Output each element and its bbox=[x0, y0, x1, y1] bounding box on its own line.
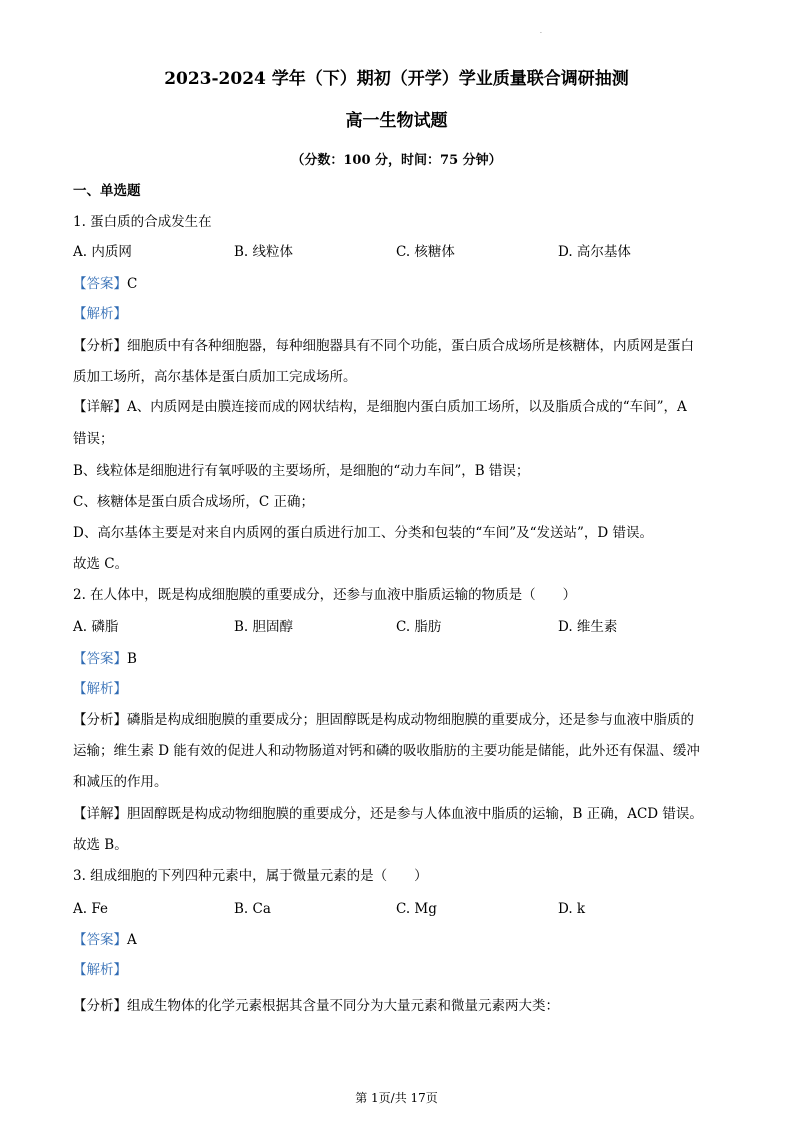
q1-fenxi-line-2: 质加工场所，高尔基体是蛋白质加工完成场所。 bbox=[73, 369, 357, 385]
q1-analysis-tag: 【解析】 bbox=[73, 306, 127, 322]
q2-fenxi-line-3: 和减压的作用。 bbox=[73, 774, 168, 790]
answer-tag: 【答案】 bbox=[73, 932, 127, 948]
exam-info: （分数：100 分，时间：75 分钟） bbox=[291, 153, 502, 168]
fenxi-tag: 【分析】 bbox=[73, 712, 127, 728]
q2-xiangjie-line-1 bbox=[73, 805, 703, 823]
q2-option-b: B. 胆固醇 bbox=[234, 619, 294, 635]
q2-option-a: A. 磷脂 bbox=[73, 619, 119, 635]
xiangjie-text: A、内质网是由膜连接而成的网状结构，是细胞内蛋白质加工场所，以及脂质合成的“车间”，A bbox=[127, 399, 687, 415]
q3-option-a: A. Fe bbox=[73, 901, 108, 917]
q2-fenxi-line-2: 运输；维生素 D 能有效的促进人和动物肠道对钙和磷的吸收脂肪的主要功能是储能，此外还有保温、缓冲 bbox=[73, 743, 700, 759]
q1-xiangjie-line-2: 错误； bbox=[73, 431, 114, 447]
q3-option-d: D. k bbox=[558, 901, 586, 917]
q1-xiangjie-line-3: B、线粒体是细胞进行有氧呼吸的主要场所，是细胞的“动力车间”，B 错误； bbox=[73, 463, 530, 479]
fenxi-text: 磷脂是构成细胞膜的重要成分；胆固醇既是构成动物细胞膜的重要成分，还是参与血液中脂质的 bbox=[127, 712, 694, 728]
q2-fenxi-line-1 bbox=[73, 711, 694, 729]
exam-subtitle: 高一生物试题 bbox=[345, 111, 448, 131]
exam-title: 2023-2024 学年（下）期初（开学）学业质量联合调研抽测 bbox=[164, 69, 629, 89]
xiangjie-tag: 【详解】 bbox=[73, 806, 127, 822]
q1-option-d: D. 高尔基体 bbox=[558, 244, 631, 260]
answer-value: A bbox=[127, 932, 137, 948]
q3-answer bbox=[73, 931, 137, 949]
q3-stem: 3. 组成细胞的下列四种元素中，属于微量元素的是（ ） bbox=[73, 868, 428, 884]
answer-value: B bbox=[127, 651, 137, 667]
fenxi-tag: 【分析】 bbox=[73, 338, 127, 354]
q3-option-c: C. Mg bbox=[396, 901, 437, 917]
q3-option-b: B. Ca bbox=[234, 901, 271, 917]
q1-option-a: A. 内质网 bbox=[73, 244, 132, 260]
q1-xiangjie-line-1 bbox=[73, 398, 687, 416]
q2-option-d: D. 维生素 bbox=[558, 619, 618, 635]
answer-tag: 【答案】 bbox=[73, 651, 127, 667]
q2-stem: 2. 在人体中，既是构成细胞膜的重要成分，还参与血液中脂质运输的物质是（ ） bbox=[73, 587, 577, 603]
corner-mark: · bbox=[540, 30, 542, 37]
q2-option-c: C. 脂肪 bbox=[396, 619, 442, 635]
q1-option-b: B. 线粒体 bbox=[234, 244, 294, 260]
xiangjie-tag: 【详解】 bbox=[73, 399, 127, 415]
fenxi-text: 组成生物体的化学元素根据其含量不同分为大量元素和微量元素两大类： bbox=[127, 998, 559, 1014]
q1-xiangjie-line-5: D、高尔基体主要是对来自内质网的蛋白质进行加工、分类和包装的“车间”及“发送站”，D 错误。 bbox=[73, 525, 654, 541]
q3-analysis-tag: 【解析】 bbox=[73, 962, 127, 978]
answer-value: C bbox=[127, 276, 138, 292]
q1-answer bbox=[73, 275, 137, 293]
q1-option-c: C. 核糖体 bbox=[396, 244, 455, 260]
answer-tag: 【答案】 bbox=[73, 276, 127, 292]
fenxi-text: 细胞质中有各种细胞器，每种细胞器具有不同个功能，蛋白质合成场所是核糖体，内质网是蛋白 bbox=[127, 338, 694, 354]
section-heading: 一、单选题 bbox=[73, 183, 141, 199]
q1-stem: 1. 蛋白质的合成发生在 bbox=[73, 214, 212, 230]
q2-conclusion: 故选 B。 bbox=[73, 837, 128, 853]
fenxi-tag: 【分析】 bbox=[73, 998, 127, 1014]
q3-fenxi-line-1 bbox=[73, 997, 559, 1015]
q1-fenxi-line-1 bbox=[73, 337, 694, 355]
q2-answer bbox=[73, 650, 137, 668]
q1-xiangjie-line-4: C、核糖体是蛋白质合成场所，C 正确； bbox=[73, 494, 314, 510]
q2-analysis-tag: 【解析】 bbox=[73, 681, 127, 697]
page-footer: 第 1页/共 17页 bbox=[355, 1091, 438, 1105]
xiangjie-text: 胆固醇既是构成动物细胞膜的重要成分，还是参与人体血液中脂质的运输，B 正确，ACD 错误。 bbox=[127, 806, 703, 822]
q1-conclusion: 故选 C。 bbox=[73, 556, 129, 572]
